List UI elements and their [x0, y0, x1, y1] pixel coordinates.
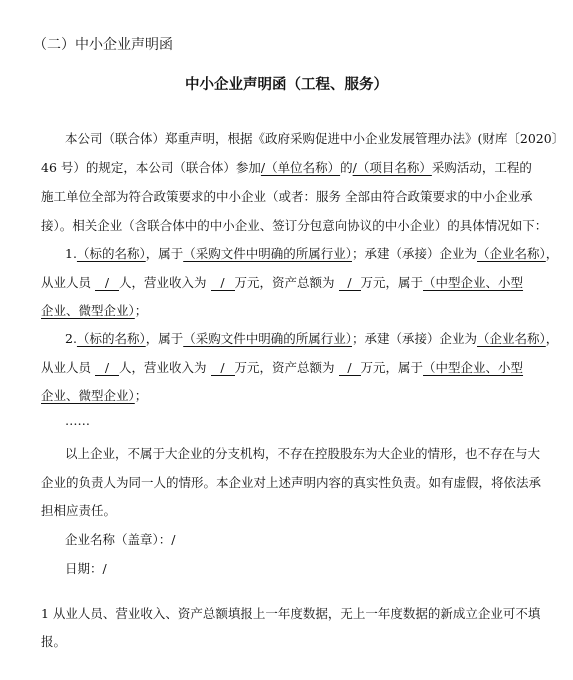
item-text: 从业人员 [41, 360, 92, 375]
item-2-line-1 [65, 331, 558, 347]
page-title: 中小企业声明函（工程、服务） [185, 77, 388, 93]
item-text: ，属于 [145, 331, 184, 346]
item-1-line-3 [41, 303, 147, 319]
assets-field: / [339, 276, 361, 291]
intro-text: 采购活动，工程的 [431, 160, 532, 175]
item-text: 人，营业收入为 [119, 360, 207, 375]
closing-line-2: 企业的负责人为同一人的情形。本企业对上述声明内容的真实性负责。如有虚假，将依法承 [41, 475, 542, 490]
revenue-field: / [211, 276, 235, 291]
lot-name-field: （标的名称） [76, 331, 146, 346]
enterprise-size-field: （中型企业、小型 [423, 275, 524, 290]
intro-text: 46 号）的规定，本公司（联合体）参加 [41, 160, 261, 175]
item-text: 万元，资产总额为 [234, 360, 335, 375]
item-text: 人，营业收入为 [119, 275, 207, 290]
intro-line-3: 施工单位全部为符合政策要求的中小企业（或者：服务 全部由符合政策要求的中小企业承 [41, 189, 533, 204]
assets-field: / [339, 361, 361, 376]
revenue-field: / [211, 361, 235, 376]
company-name-field: （企业名称） [477, 246, 546, 261]
intro-line-1: 本公司（联合体）郑重声明，根据《政府采购促进中小企业发展管理办法》(财库〔2020〕 [65, 131, 565, 146]
lot-name-field: （标的名称） [76, 246, 146, 261]
company-seal-label: 企业名称（盖章）：/ [65, 532, 176, 547]
date-label: 日期：/ [65, 561, 107, 576]
project-name-field: /（项目名称） [352, 160, 432, 175]
company-name-field: （企业名称） [477, 331, 546, 346]
item-text: ，属于 [145, 246, 184, 261]
footnote-line-2: 报。 [41, 634, 67, 649]
item-2-line-2 [41, 360, 523, 376]
item-2-line-3 [41, 388, 147, 404]
item-text: ；承建（承接）企业为 [351, 246, 477, 261]
closing-line-1: 以上企业，不属于大企业的分支机构，不存在控股股东为大企业的情形，也不存在与大 [65, 446, 541, 461]
item-text: ；承建（承接）企业为 [351, 331, 477, 346]
item-text: 万元，属于 [360, 275, 424, 290]
intro-text: 的 [340, 160, 353, 175]
industry-field: （采购文件中明确的所属行业） [183, 246, 352, 261]
item-number: 2. [65, 331, 77, 346]
item-1-line-2 [41, 275, 523, 291]
item-text: ， [545, 331, 559, 346]
section-heading: （二）中小企业声明函 [33, 37, 173, 53]
item-text: 从业人员 [41, 275, 92, 290]
item-text: ； [134, 303, 148, 318]
enterprise-size-field: 企业、微型企业） [41, 388, 135, 403]
item-1-line-1 [65, 246, 558, 262]
enterprise-size-field: （中型企业、小型 [423, 360, 524, 375]
footnote-line-1: 1 从业人员、营业收入、资产总额填报上一年度数据，无上一年度数据的新成立企业可不填 [41, 606, 541, 621]
item-text: ， [545, 246, 559, 261]
closing-line-3: 担相应责任。 [41, 503, 117, 518]
unit-name-field: /（单位名称） [260, 160, 341, 175]
staff-count-field: / [95, 361, 119, 376]
item-text: 万元，资产总额为 [234, 275, 335, 290]
enterprise-size-field: 企业、微型企业） [41, 303, 135, 318]
intro-line-4: 接）。相关企业（含联合体中的中小企业、签订分包意向协议的中小企业）的具体情况如下： [41, 218, 548, 233]
industry-field: （采购文件中明确的所属行业） [183, 331, 352, 346]
intro-line-2 [41, 160, 532, 176]
ellipsis: …… [65, 413, 90, 428]
item-text: ； [134, 388, 148, 403]
item-text: 万元，属于 [360, 360, 424, 375]
item-number: 1. [65, 246, 77, 261]
staff-count-field: / [95, 276, 119, 291]
